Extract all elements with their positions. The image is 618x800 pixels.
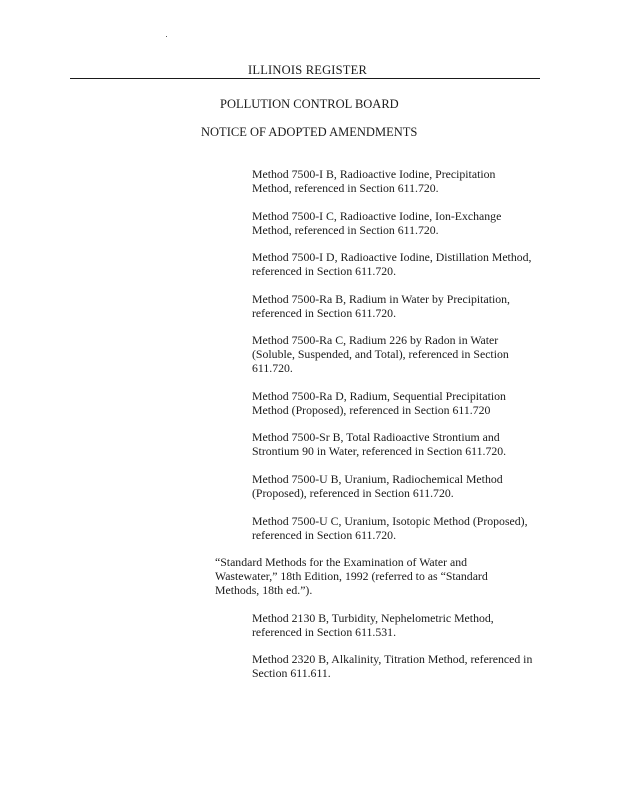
entry-line: Methods, 18th ed.”). <box>215 583 313 598</box>
notice-title: NOTICE OF ADOPTED AMENDMENTS <box>201 125 418 139</box>
method-entry <box>252 333 509 376</box>
method-entry <box>252 611 494 639</box>
header-rule <box>70 78 540 79</box>
entry-line: Method 7500-Sr B, Total Radioactive Strontium and <box>252 430 500 444</box>
entry-line: Method 7500-U B, Uranium, Radiochemical Method <box>252 472 503 486</box>
method-entry <box>252 292 510 320</box>
method-entry <box>252 472 503 500</box>
entry-line: Method 7500-I C, Radioactive Iodine, Ion-Exchange <box>252 209 502 223</box>
method-entry <box>252 430 506 458</box>
entry-line: referenced in Section 611.720. <box>252 264 397 279</box>
entry-line: Strontium 90 in Water, referenced in Section 611.720. <box>252 444 507 459</box>
method-entry <box>252 167 495 195</box>
entry-line: Method 7500-U C, Uranium, Isotopic Method (Proposed), <box>252 514 528 528</box>
register-title: ILLINOIS REGISTER <box>248 63 368 77</box>
entry-line: 611.720. <box>252 361 293 376</box>
entry-line: Section 611.611. <box>252 666 331 681</box>
entry-line: Method (Proposed), referenced in Section 611.720 <box>252 403 491 418</box>
entry-line: “Standard Methods for the Examination of Water and <box>215 555 468 569</box>
method-entry <box>252 389 506 417</box>
method-entry <box>252 250 531 278</box>
entry-line: (Soluble, Suspended, and Total), referenced in Section <box>252 347 509 362</box>
reference-entry <box>215 555 488 598</box>
entry-line: Method, referenced in Section 611.720. <box>252 223 439 238</box>
entry-line: Method 2320 B, Alkalinity, Titration Method, referenced in <box>252 652 533 666</box>
entry-line: referenced in Section 611.720. <box>252 306 397 321</box>
entry-line: Method 7500-Ra B, Radium in Water by Precipitation, <box>252 292 510 306</box>
entry-line: Wastewater,” 18th Edition, 1992 (referred to as “Standard <box>215 569 488 584</box>
board-name: POLLUTION CONTROL BOARD <box>220 97 399 111</box>
entry-line: Method 7500-I B, Radioactive Iodine, Precipitation <box>252 167 496 181</box>
method-entry <box>252 209 501 237</box>
method-entry <box>252 652 532 680</box>
entry-line: Method 2130 B, Turbidity, Nephelometric Method, <box>252 611 494 625</box>
entry-line: (Proposed), referenced in Section 611.720. <box>252 486 454 501</box>
entry-line: Method, referenced in Section 611.720. <box>252 181 439 196</box>
entry-line: Method 7500-Ra D, Radium, Sequential Precipitation <box>252 389 506 403</box>
entry-line: referenced in Section 611.720. <box>252 528 397 543</box>
scan-speck <box>166 36 167 37</box>
entry-line: Method 7500-Ra C, Radium 226 by Radon in Water <box>252 333 499 347</box>
entry-line: referenced in Section 611.531. <box>252 625 397 640</box>
entry-line: Method 7500-I D, Radioactive Iodine, Distillation Method, <box>252 250 532 264</box>
method-entry <box>252 514 528 542</box>
